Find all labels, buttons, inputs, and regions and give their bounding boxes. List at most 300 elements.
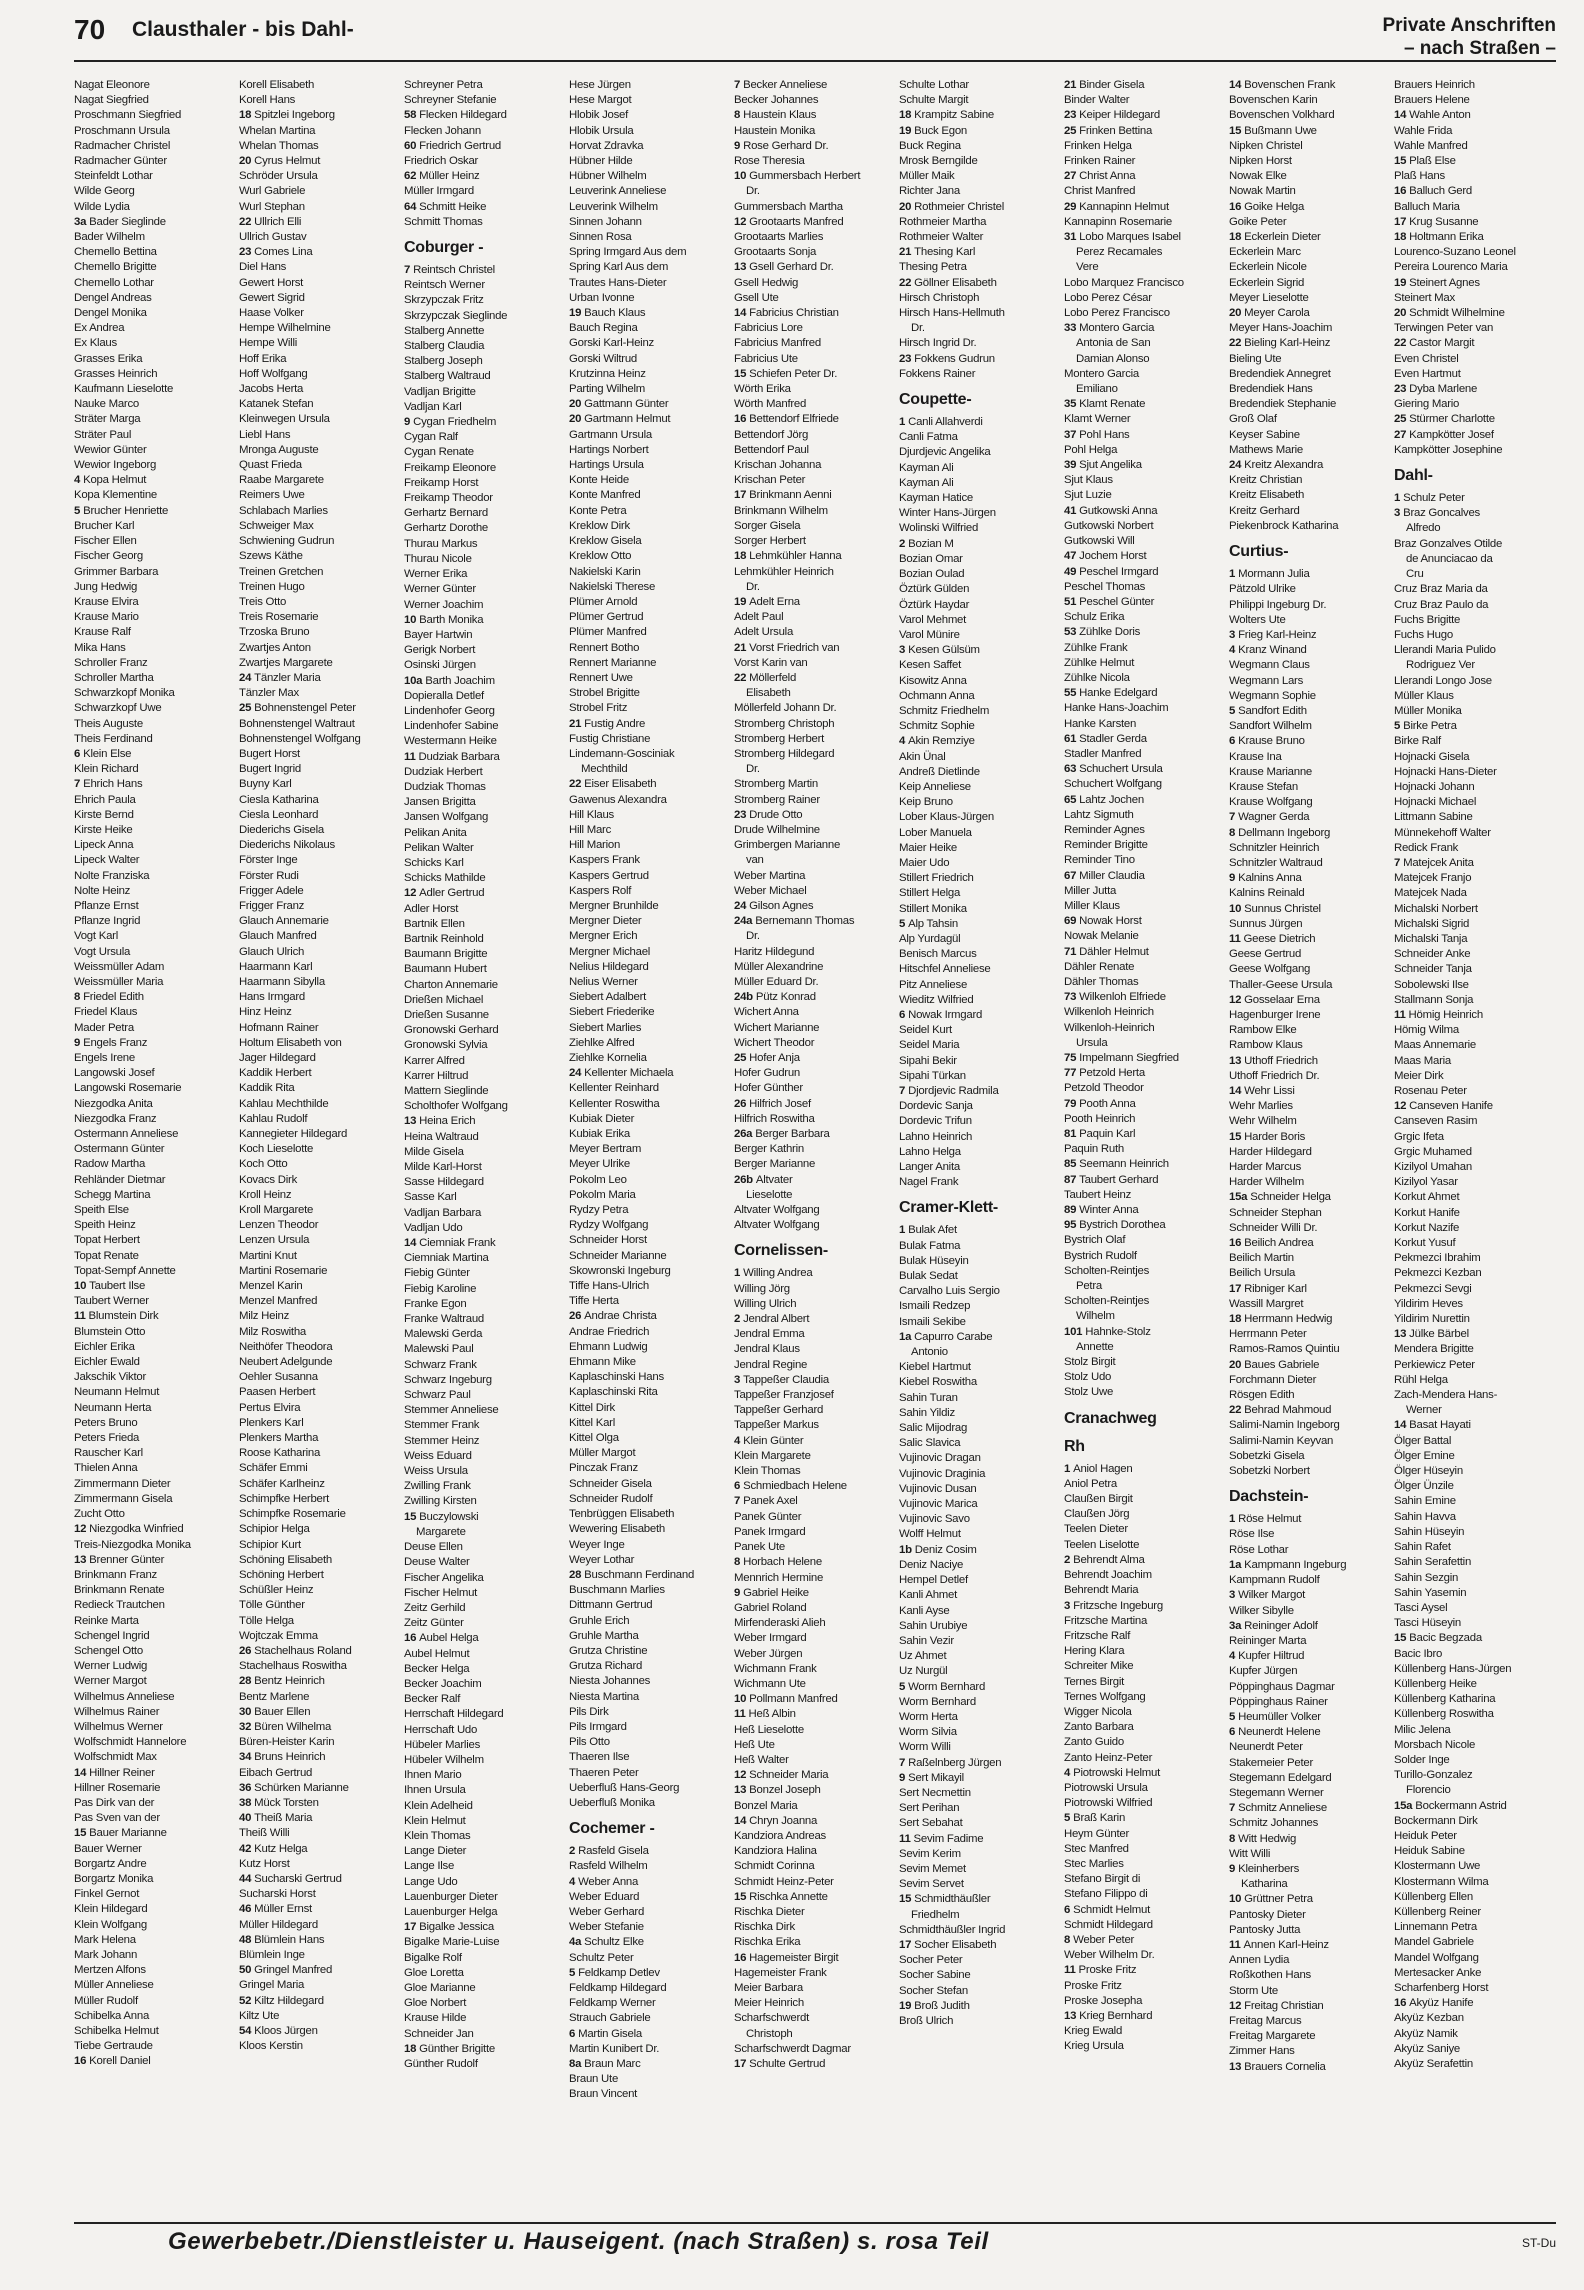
resident-name: Martini Knut [239, 1249, 297, 1262]
resident-name: Bredendiek Stephanie [1229, 398, 1337, 411]
directory-entry [404, 1494, 567, 1509]
resident-name: Kaddik Herbert [239, 1067, 312, 1080]
resident-name: Nolte Heinz [74, 884, 131, 897]
resident-name: Ursula [1076, 1036, 1108, 1049]
directory-entry [899, 1923, 1062, 1938]
directory-entry [1394, 1586, 1557, 1601]
resident-name: Wehr Lissi [1244, 1085, 1295, 1097]
directory-entry [899, 1953, 1062, 1968]
resident-name: Borgartz Monika [74, 1872, 154, 1885]
directory-entry [899, 1084, 1062, 1099]
house-number: 15 [734, 367, 747, 380]
house-number: 3a [74, 215, 87, 228]
resident-name: Schneider Maria [749, 1769, 829, 1782]
resident-name: Jendral Albert [743, 1313, 810, 1326]
directory-entry [1394, 1647, 1557, 1662]
directory-entry [1229, 1069, 1392, 1084]
directory-entry [404, 461, 567, 476]
house-number: 16 [1394, 1997, 1407, 2010]
directory-entry [404, 826, 567, 841]
directory-entry [1229, 1114, 1392, 1129]
directory-entry [1064, 1294, 1227, 1309]
page-number: 70 [74, 14, 106, 45]
resident-name: Zeitz Günter [404, 1617, 464, 1630]
directory-entry [74, 960, 237, 975]
resident-name: Christ Manfred [1064, 185, 1136, 198]
resident-name: Wilker Sibylle [1229, 1604, 1294, 1617]
resident-name: Hilfrich Josef [749, 1097, 811, 1110]
directory-entry [569, 1127, 732, 1142]
directory-entry [1229, 826, 1392, 841]
resident-name: Weiss Ursula [404, 1465, 468, 1478]
house-number: 25 [1394, 413, 1407, 426]
resident-name: Bozian Omar [899, 552, 963, 565]
directory-entry [899, 978, 1062, 993]
directory-entry [404, 521, 567, 536]
directory-entry [1229, 260, 1392, 275]
resident-name: Müller Ernst [254, 1903, 312, 1916]
directory-entry [404, 1829, 567, 1844]
directory-entry [1064, 1538, 1227, 1553]
directory-entry [74, 1036, 237, 1051]
directory-entry [899, 613, 1062, 628]
house-number: 20 [569, 398, 582, 411]
directory-entry [734, 899, 897, 914]
house-number: 12 [1394, 1100, 1407, 1113]
resident-name: Akyüz Saniye [1394, 2042, 1461, 2055]
resident-name: Panek Irmgard [734, 1525, 806, 1538]
directory-entry [239, 1294, 402, 1309]
directory-entry [74, 1522, 237, 1537]
directory-entry [404, 108, 567, 123]
resident-name: Milz Heinz [239, 1310, 290, 1323]
directory-entry [1229, 886, 1392, 901]
directory-entry [404, 932, 567, 947]
directory-entry [899, 1160, 1062, 1175]
resident-name: Meyer Ulrike [569, 1158, 630, 1171]
directory-entry [1229, 689, 1392, 704]
directory-entry [734, 1753, 897, 1768]
resident-name: Kellenter Michaela [584, 1067, 674, 1080]
resident-name: Krause Mario [74, 611, 139, 624]
directory-entry [74, 412, 237, 427]
directory-entry [569, 656, 732, 671]
resident-name: Flecken Johann [404, 124, 481, 137]
resident-name: Zwilling Frank [404, 1480, 471, 1493]
directory-entry [569, 1021, 732, 1036]
directory-entry [734, 184, 897, 199]
directory-entry [404, 415, 567, 430]
resident-name: Fokkens Gudrun [914, 352, 995, 365]
resident-name: Margarete [416, 1525, 466, 1538]
directory-entry [239, 899, 402, 914]
resident-name: Brinkmann Wilhelm [734, 504, 828, 517]
directory-entry [1064, 1142, 1227, 1157]
directory-entry [1394, 491, 1557, 506]
resident-name: Weyer Inge [569, 1538, 625, 1551]
resident-name: Treinen Hugo [239, 580, 305, 593]
resident-name: Salic Slavica [899, 1437, 961, 1450]
resident-name: Klein Helmut [404, 1814, 466, 1827]
directory-entry [899, 689, 1062, 704]
resident-name: Grgic Muhamed [1394, 1145, 1472, 1158]
resident-name: Schimpfke Herbert [239, 1492, 330, 1505]
directory-entry [1064, 732, 1227, 747]
resident-name: Zach-Mendera Hans- [1394, 1389, 1498, 1402]
house-number: 16 [1394, 185, 1407, 198]
house-number: 58 [404, 109, 417, 122]
resident-name: Berger Kathrin [734, 1143, 804, 1156]
resident-name: Bieling Ute [1229, 352, 1282, 365]
directory-entry [734, 519, 897, 534]
resident-name: Kampmann Rudolf [1229, 1574, 1320, 1587]
house-number: 40 [239, 1812, 252, 1825]
directory-entry [1229, 139, 1392, 154]
directory-entry [1064, 975, 1227, 990]
resident-name: Münnekehoff Walter [1394, 826, 1491, 839]
directory-entry [404, 1935, 567, 1950]
house-number: 5 [1394, 720, 1401, 733]
directory-entry [1394, 1297, 1557, 1312]
house-number: 73 [1064, 991, 1077, 1004]
resident-name: Sobolewski Ilse [1394, 978, 1469, 991]
directory-entry [899, 1892, 1062, 1907]
resident-name: Schwarz Ingeburg [404, 1373, 492, 1386]
directory-entry [74, 200, 237, 215]
directory-entry [74, 838, 237, 853]
directory-entry [734, 1677, 897, 1692]
resident-name: Bauch Regina [569, 322, 638, 335]
directory-entry [1229, 1145, 1392, 1160]
resident-name: Wehr Marlies [1229, 1100, 1293, 1113]
resident-name: Bulak Afet [908, 1224, 957, 1237]
house-number: 7 [734, 1495, 741, 1508]
resident-name: Brucher Henriette [83, 504, 169, 517]
directory-entry [1394, 1145, 1557, 1160]
resident-name: Rothmeier Martha [899, 215, 987, 228]
house-number: 1 [1394, 492, 1401, 505]
directory-entry [1394, 962, 1557, 977]
directory-entry [239, 367, 402, 382]
resident-name: Keiper Hildegard [1079, 109, 1161, 122]
directory-entry [899, 336, 1062, 351]
resident-name: Reintsch Christel [413, 264, 495, 277]
resident-name: Müller Margot [569, 1447, 636, 1460]
house-number: 28 [239, 1675, 252, 1688]
resident-name: Bovenschen Frank [1244, 79, 1336, 91]
directory-entry [1394, 978, 1557, 993]
resident-name: Theiß Willi [239, 1827, 290, 1840]
resident-name: Werner Joachim [404, 598, 484, 611]
directory-entry [1064, 443, 1227, 458]
section-title [1382, 14, 1556, 60]
house-number: 81 [1064, 1128, 1077, 1141]
directory-entry [569, 443, 732, 458]
resident-name: Bovenschen Volkhard [1229, 109, 1335, 122]
resident-name: Theiß Maria [254, 1812, 313, 1825]
directory-entry [404, 1875, 567, 1890]
resident-name: Impelmann Siegfried [1079, 1052, 1179, 1064]
directory-entry [1229, 1786, 1392, 1801]
directory-entry [1229, 443, 1392, 458]
resident-name: Ochmann Anna [899, 689, 975, 702]
directory-entry [239, 78, 402, 93]
house-number: 42 [239, 1842, 252, 1855]
resident-name: Röse Lothar [1229, 1543, 1289, 1556]
resident-name: Paquin Ruth [1064, 1143, 1124, 1156]
house-number: 11 [1394, 1008, 1406, 1021]
directory-entry [569, 823, 732, 838]
resident-name: Schmidt Heinz-Peter [734, 1875, 834, 1888]
directory-entry [1394, 108, 1557, 123]
resident-name: Weber Martina [734, 869, 806, 882]
resident-name: Gloe Norbert [404, 1997, 467, 2010]
directory-entry [1064, 1218, 1227, 1233]
resident-name: Strobel Fritz [569, 702, 628, 715]
directory-entry [404, 2057, 567, 2072]
resident-name: Schröder Ursula [239, 170, 318, 183]
street-heading: Cramer-Klett- [899, 1199, 998, 1217]
directory-entry [1064, 793, 1227, 808]
resident-name: Linnemann Petra [1394, 1921, 1478, 1934]
directory-entry [569, 260, 732, 275]
directory-entry [734, 1555, 897, 1570]
resident-name: Weber Anna [578, 1875, 639, 1888]
resident-name: Miller Klaus [1064, 899, 1120, 912]
resident-name: Weyer Lothar [569, 1553, 635, 1566]
resident-name: Werner Ludwig [74, 1660, 148, 1673]
resident-name: Stefano Filippo di [1064, 1888, 1148, 1901]
directory-entry [1064, 1568, 1227, 1583]
directory-entry [404, 430, 567, 445]
directory-entry [899, 506, 1062, 521]
directory-entry [899, 1391, 1062, 1406]
resident-name: Sevim Kerim [899, 1847, 961, 1860]
directory-entry [1229, 1038, 1392, 1053]
directory-entry [1394, 336, 1557, 351]
house-number: 18 [1394, 231, 1407, 244]
resident-name: Wilkenloh Elfriede [1079, 991, 1166, 1004]
resident-name: Pils Irmgard [569, 1720, 627, 1733]
resident-name: Stallmann Sonja [1394, 993, 1474, 1006]
directory-entry [239, 1538, 402, 1553]
resident-name: Broß Judith [914, 1999, 970, 2012]
header-rule [74, 60, 1556, 62]
directory-entry [1229, 473, 1392, 488]
directory-entry [569, 230, 732, 245]
directory-entry [899, 184, 1062, 199]
resident-name: Fischer Ellen [74, 535, 137, 548]
directory-entry [74, 291, 237, 306]
directory-entry [1394, 552, 1557, 567]
directory-entry [74, 2039, 237, 2054]
directory-entry [1229, 1054, 1392, 1069]
resident-name: Socher Sabine [899, 1969, 971, 1982]
directory-entry [1064, 397, 1227, 412]
directory-entry [1229, 1664, 1392, 1679]
directory-entry [239, 565, 402, 580]
directory-entry [1394, 321, 1557, 336]
resident-name: Peschel Irmgard [1079, 565, 1159, 578]
directory-entry [1229, 1206, 1392, 1221]
directory-entry [569, 352, 732, 367]
directory-entry [239, 2009, 402, 2024]
resident-name: Haarmann Sibylla [239, 975, 325, 988]
directory-entry [899, 841, 1062, 856]
resident-name: Horbach Helene [743, 1556, 822, 1569]
resident-name: Bentz Heinrich [254, 1675, 325, 1688]
resident-name: Bohnenstengel Waltraut [239, 717, 355, 730]
resident-name: Braun Ute [569, 2073, 619, 2086]
house-number: 17 [1229, 1282, 1242, 1295]
directory-entry [1229, 428, 1392, 443]
directory-entry [734, 397, 897, 412]
resident-name: Hirsch Hans-Hellmuth [899, 307, 1005, 320]
house-number: 7 [74, 778, 81, 791]
directory-entry [569, 154, 732, 169]
resident-name: Sevim Servet [899, 1878, 964, 1891]
directory-entry [239, 1203, 402, 1218]
directory-entry [404, 1859, 567, 1874]
directory-entry [1229, 1084, 1392, 1099]
directory-entry [734, 1540, 897, 1555]
resident-name: Steinfeldt Lothar [74, 170, 153, 183]
directory-entry [569, 1066, 732, 1081]
resident-name: Krause Elvira [74, 595, 139, 608]
resident-name: Schulte Margit [899, 94, 969, 107]
resident-name: Diel Hans [239, 261, 287, 274]
resident-name: Eckerlein Nicole [1229, 261, 1307, 274]
directory-entry [404, 567, 567, 582]
resident-name: Miller Jutta [1064, 884, 1117, 897]
directory-entry [1229, 1634, 1392, 1649]
directory-entry [569, 1538, 732, 1553]
resident-name: Korell Daniel [89, 2055, 151, 2068]
directory-entry [404, 1601, 567, 1616]
resident-name: Leuverink Anneliese [569, 185, 667, 198]
directory-entry [1394, 795, 1557, 810]
resident-name: Kleinwegen Ursula [239, 413, 330, 426]
directory-entry [899, 1999, 1062, 2014]
directory-entry [1064, 291, 1227, 306]
directory-entry [1394, 276, 1557, 291]
directory-entry [239, 184, 402, 199]
directory-entry [1064, 1066, 1227, 1081]
resident-name: Charton Annemarie [404, 978, 498, 991]
directory-entry [239, 1963, 402, 1978]
resident-name: Hill Klaus [569, 808, 614, 821]
directory-entry [734, 291, 897, 306]
resident-name: Matejcek Anita [1403, 856, 1474, 869]
directory-entry [1064, 1842, 1227, 1857]
resident-name: Hoff Erika [239, 352, 287, 365]
resident-name: Korell Hans [239, 94, 296, 107]
directory-entry [569, 184, 732, 199]
directory-entry [404, 1251, 567, 1266]
directory-entry [1229, 1418, 1392, 1433]
house-number: 1a [899, 1330, 912, 1343]
directory-entry [1064, 428, 1227, 443]
house-number: 18 [734, 550, 747, 563]
directory-entry [734, 1494, 897, 1509]
directory-entry [569, 488, 732, 503]
resident-name: Sipahi Bekir [899, 1054, 957, 1067]
directory-entry [1229, 1236, 1392, 1251]
resident-name: Gewert Sigrid [239, 291, 305, 304]
house-number: 65 [1064, 793, 1077, 806]
resident-name: Tiebe Gertraude [74, 2040, 153, 2053]
directory-entry [734, 793, 897, 808]
resident-name: Altvater Wolfgang [734, 1219, 820, 1232]
directory-column [734, 78, 897, 2210]
directory-entry [734, 321, 897, 336]
resident-name: Kreklow Dirk [569, 519, 630, 532]
resident-name: Thaeren Ilse [569, 1751, 630, 1764]
resident-name: Jung Hedwig [74, 580, 138, 593]
directory-entry [734, 1875, 897, 1890]
resident-name: Schultz Elke [584, 1936, 644, 1949]
resident-name: Fabricius Manfred [734, 337, 821, 350]
house-number: 5 [899, 917, 906, 930]
resident-name: Hillner Rosemarie [74, 1781, 161, 1794]
resident-name: Schmitz Friedhelm [899, 704, 990, 717]
directory-entry [1229, 1175, 1392, 1190]
resident-name: Schmitt Heike [419, 200, 487, 213]
resident-name: Brucher Karl [74, 519, 135, 532]
resident-name: Pinczak Franz [569, 1462, 638, 1475]
resident-name: Schmiedbach Helene [743, 1480, 847, 1493]
directory-entry [569, 276, 732, 291]
house-number: 87 [1064, 1173, 1077, 1186]
resident-name: Winter Anna [1079, 1204, 1139, 1217]
house-number: 9 [74, 1036, 81, 1049]
resident-name: Wahle Anton [1409, 109, 1471, 122]
directory-entry [74, 1598, 237, 1613]
directory-entry [1064, 2009, 1227, 2024]
directory-entry [734, 1218, 897, 1233]
resident-name: Wahle Manfred [1394, 139, 1468, 152]
resident-name: Sahin Emine [1394, 1495, 1456, 1508]
resident-name: Topat-Sempf Annette [74, 1264, 176, 1277]
house-number: 1 [899, 416, 906, 429]
resident-name: Hömig Wilma [1394, 1024, 1459, 1037]
resident-name: Flecken Hildegard [419, 109, 507, 122]
resident-name: Proske Fritz [1078, 1964, 1137, 1977]
resident-name: Mendera Brigitte [1394, 1343, 1474, 1356]
directory-entry [404, 400, 567, 415]
resident-name: Redick Frank [1394, 841, 1459, 854]
resident-name: Milde Karl-Horst [404, 1161, 482, 1174]
directory-entry [239, 1279, 402, 1294]
directory-entry [74, 701, 237, 716]
directory-entry [734, 1768, 897, 1783]
resident-name: Gloe Loretta [404, 1966, 464, 1979]
directory-entry [1394, 78, 1557, 93]
directory-entry [74, 1750, 237, 1765]
resident-name: Annette [1076, 1340, 1114, 1353]
resident-name: Schreyner Petra [404, 79, 483, 91]
resident-name: Panek Axel [743, 1495, 798, 1508]
directory-entry [1394, 1692, 1557, 1707]
directory-entry [734, 610, 897, 625]
house-number: 14 [1394, 109, 1407, 122]
resident-name: Möllerfeld Johann Dr. [734, 702, 837, 715]
directory-entry [569, 291, 732, 306]
house-number: 15 [899, 1893, 912, 1906]
directory-entry [1394, 139, 1557, 154]
directory-entry [899, 1847, 1062, 1862]
resident-name: Hömig Heinrich [1408, 1008, 1483, 1021]
